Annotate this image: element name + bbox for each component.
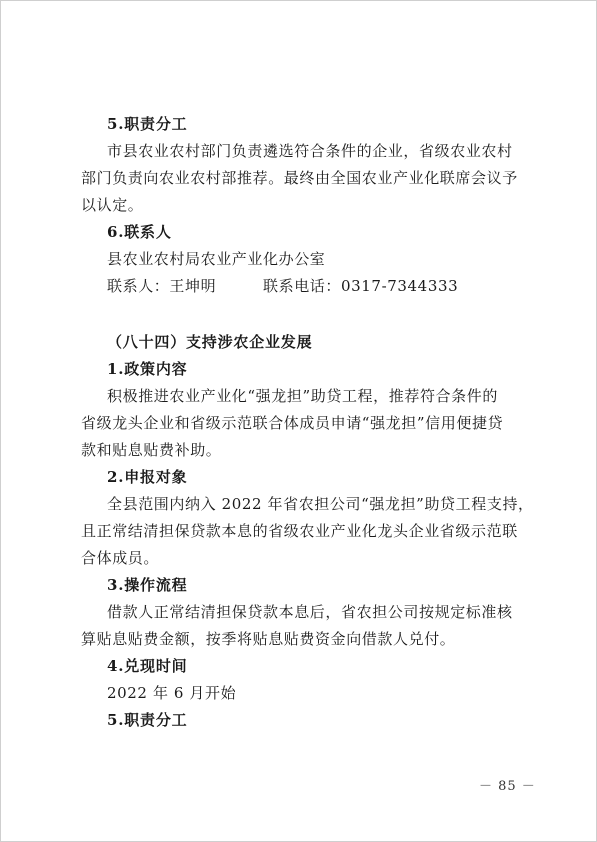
paragraph-line: 省级龙头企业和省级示范联合体成员申请“强龙担”信用便捷贷 xyxy=(81,414,504,432)
section-heading-contact: 6.联系人 xyxy=(107,223,172,241)
paragraph-line: 款和贴息贴费补助。 xyxy=(81,441,222,459)
procedure-heading: 3.操作流程 xyxy=(107,576,188,594)
policy-content-heading: 1.政策内容 xyxy=(107,360,188,378)
paragraph-line: 积极推进农业产业化“强龙担”助贷工程，推荐符合条件的 xyxy=(107,387,498,405)
redemption-time-value: 2022 年 6 月开始 xyxy=(107,684,237,702)
paragraph-line: 全县范围内纳入 2022 年省农担公司“强龙担”助贷工程支持， xyxy=(107,495,534,513)
paragraph-line: 以认定。 xyxy=(81,196,144,214)
contact-person-phone: 联系人：王坤明 联系电话：0317-7344333 xyxy=(107,277,459,295)
paragraph-line: 市县农业农村部门负责遴选符合条件的企业，省级农业农村 xyxy=(107,142,513,160)
paragraph-line: 合体成员。 xyxy=(81,549,160,567)
paragraph-line: 借款人正常结清担保贷款本息后，省农担公司按规定标准核 xyxy=(107,603,513,621)
section-heading-responsibilities: 5.职责分工 xyxy=(107,711,188,729)
policy-title: （八十四）支持涉农企业发展 xyxy=(107,333,313,351)
applicant-heading: 2.申报对象 xyxy=(107,468,188,486)
redemption-time-heading: 4.兑现时间 xyxy=(107,657,188,675)
paragraph-line: 部门负责向农业农村部推荐。最终由全国农业产业化联席会议予 xyxy=(81,169,518,187)
contact-office: 县农业农村局农业产业化办公室 xyxy=(107,250,326,268)
paragraph-line: 算贴息贴费金额，按季将贴息贴费资金向借款人兑付。 xyxy=(81,630,456,648)
section-heading-responsibilities: 5.职责分工 xyxy=(107,115,188,133)
paragraph-line: 且正常结清担保贷款本息的省级农业产业化龙头企业省级示范联 xyxy=(81,522,518,540)
page-number: － 85 － xyxy=(479,779,536,794)
